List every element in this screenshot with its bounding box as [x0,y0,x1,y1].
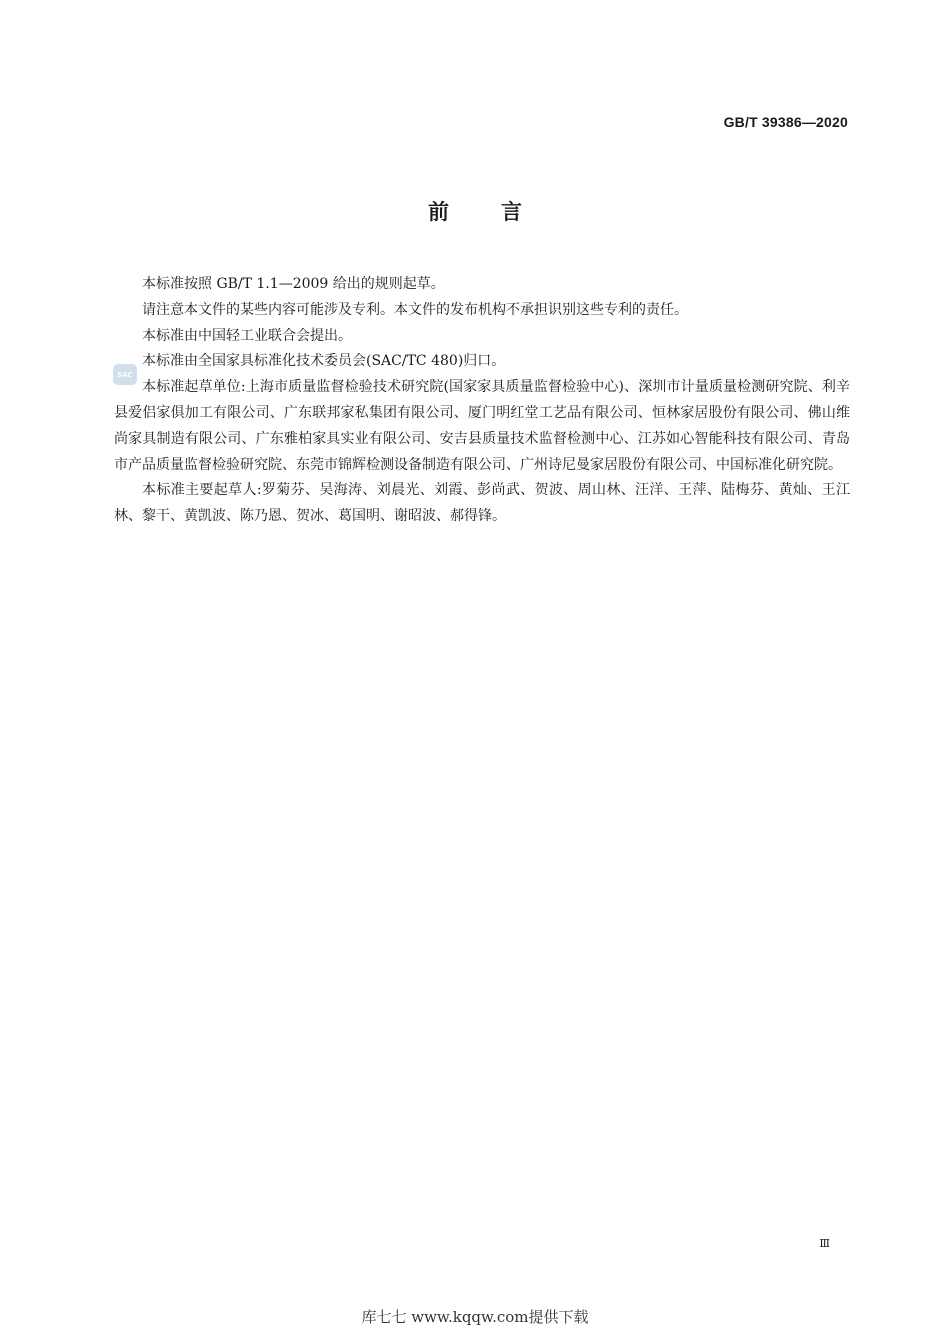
standard-code: GB/T 39386—2020 [723,114,848,130]
page-number: Ⅲ [819,1237,830,1250]
page-title: 前言 [428,200,574,224]
paragraph-drafting-units: 本标准起草单位:上海市质量监督检验技术研究院(国家家具质量监督检验中心)、深圳市计量质量检测研究院、利辛县爱侣家俱加工有限公司、广东联邦家私集团有限公司、厦门明红堂工艺品有限公司、恒林家居股份有限公司、佛山维尚家具制造有限公司、广东雅柏家具实业有限公司、安吉县质量技术监督检测中心、江苏如心智能科技有限公司、青岛市产品质量监督检验研究院、东莞市锦辉检测设备制造有限公司、广州诗尼曼家居股份有限公司、中国标准化研究院。 [114,379,850,473]
paragraph-drafting-rules: 本标准按照 GB/T 1.1—2009 给出的规则起草。 [142,276,445,292]
paragraph-committee: 本标准由全国家具标准化技术委员会(SAC/TC 480)归口。 [142,353,506,370]
paragraph-patent-notice: 请注意本文件的某些内容可能涉及专利。本文件的发布机构不承担识别这些专利的责任。 [142,301,688,318]
paragraph-drafters: 本标准主要起草人:罗菊芬、吴海涛、刘晨光、刘霞、彭尚武、贺波、周山林、汪洋、王萍、陆梅芬、黄灿、王江林、黎干、黄凯波、陈乃恩、贺冰、葛国明、谢昭波、郝得锋。 [114,482,850,525]
sac-logo-icon: SAC [113,364,137,385]
download-footer: 库七七 www.kqqw.com提供下载 [361,1308,589,1326]
foreword-body [114,272,850,530]
paragraph-proposer: 本标准由中国轻工业联合会提出。 [142,327,352,344]
